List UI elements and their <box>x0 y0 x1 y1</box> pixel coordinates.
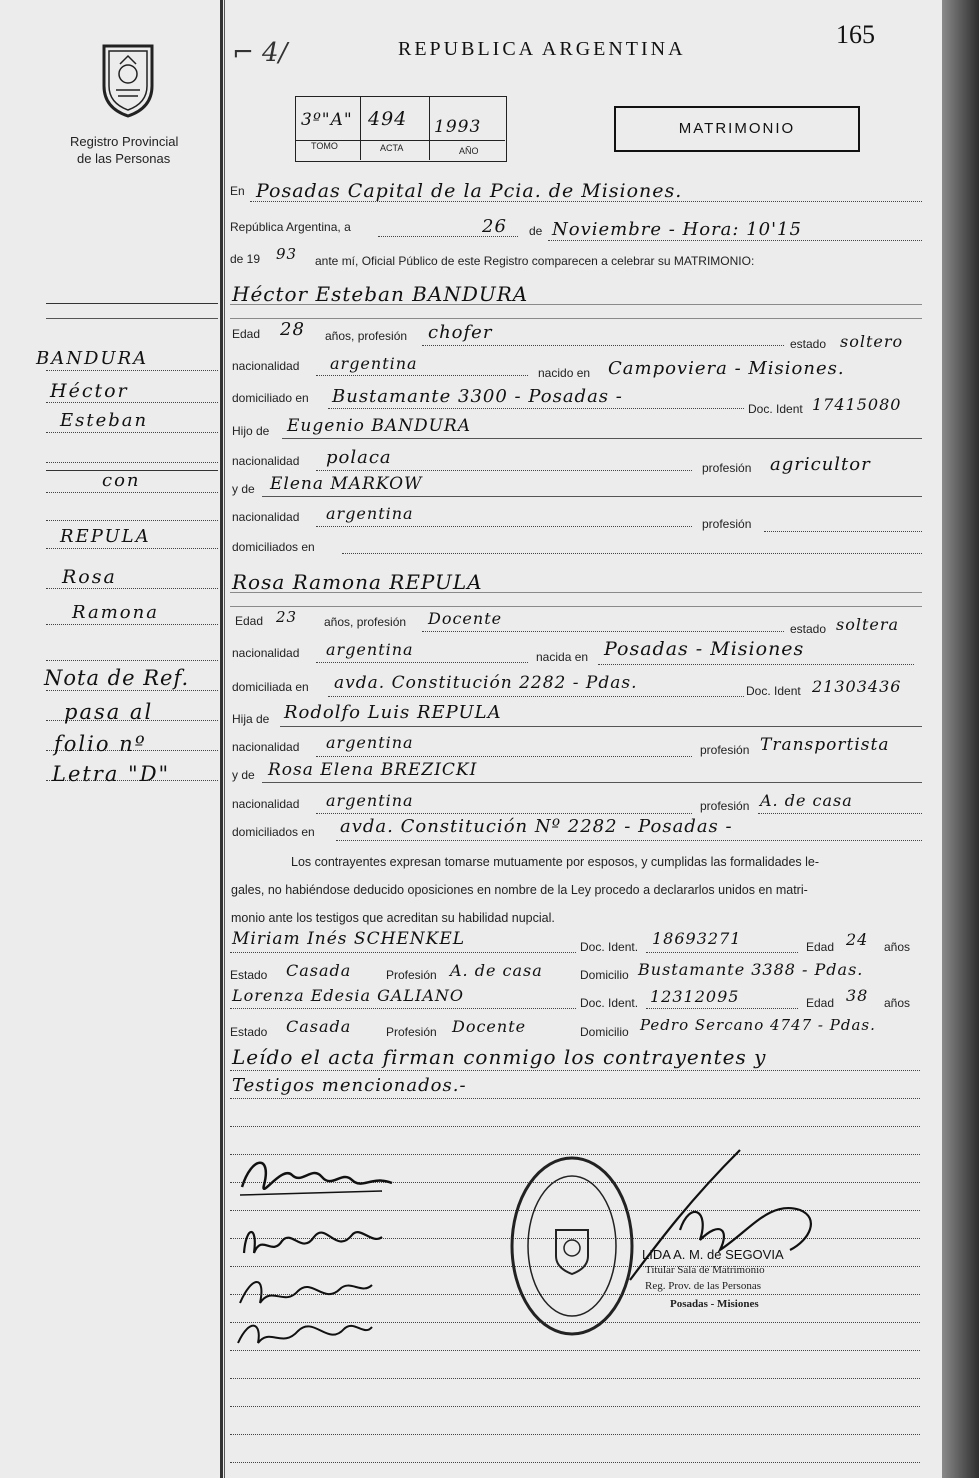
bride-estado-label: estado <box>790 622 827 636</box>
signature-witness-1 <box>240 1282 372 1303</box>
groom-doc: 17415080 <box>812 395 902 414</box>
de-label: de <box>529 224 543 238</box>
margin-groom-first: Héctor <box>50 380 129 402</box>
witness-2-profession: Docente <box>452 1017 527 1036</box>
margin-groom-second: Esteban <box>60 410 149 431</box>
bride-y-de-label: y de <box>232 768 255 782</box>
page-number: 165 <box>836 20 875 49</box>
place-value: Posadas Capital de la Pcia. de Misiones. <box>256 180 683 202</box>
corner-mark: ⌐ 4/ <box>232 38 288 68</box>
groom-mother-line <box>262 496 922 497</box>
document-type: MATRIMONIO <box>678 120 796 137</box>
groom-nationality: argentina <box>330 354 418 373</box>
blank-line <box>230 1434 920 1435</box>
ante-text: ante mí, Oficial Público de este Registro comparecen a celebrar su MATRIMONIO: <box>315 254 755 268</box>
witness-2-estado-label: Estado <box>230 1025 268 1039</box>
bride-age: 23 <box>276 608 298 626</box>
closing-line-1: Leído el acta firman conmigo los contrayentes y <box>232 1045 767 1069</box>
witness-2-name: Lorenza Edesia GALIANO <box>232 986 465 1005</box>
republica-label: República Argentina, a <box>230 220 351 234</box>
witness-2-address: Pedro Sercano 4747 - Pdas. <box>640 1016 876 1034</box>
blank-line <box>230 1406 920 1407</box>
bride-mother-prof-line <box>758 813 922 814</box>
country-heading: REPUBLICA ARGENTINA <box>398 38 686 60</box>
closing-line-2-rule <box>230 1098 920 1099</box>
margin-rule <box>46 318 218 319</box>
ano-value: 1993 <box>434 117 482 137</box>
witness-1-status: Casada <box>286 961 352 980</box>
witness-2-age: 38 <box>846 986 869 1005</box>
groom-doc-label: Doc. Ident <box>748 402 803 416</box>
year-suffix: 93 <box>276 245 298 263</box>
blank-line <box>230 1378 920 1379</box>
margin-rule <box>46 303 218 304</box>
witness-2-doc: 12312095 <box>650 987 740 1006</box>
bride-mother-prof-label: profesión <box>700 799 750 813</box>
bride-mother-profession: A. de casa <box>760 791 853 810</box>
margin-bride-surname: REPULA <box>60 526 151 547</box>
witness-1-age: 24 <box>846 930 869 949</box>
groom-domicilio-label: domiciliado en <box>232 391 309 405</box>
day-value: 26 <box>482 216 507 237</box>
witness-1-address: Bustamante 3388 - Pdas. <box>638 960 864 979</box>
margin-bride-second: Ramona <box>72 602 159 623</box>
groom-nacionalidad-label: nacionalidad <box>232 359 300 373</box>
official-name: LIDA A. M. de SEGOVIA <box>642 1247 784 1262</box>
bride-father-profession: Transportista <box>760 735 890 755</box>
witness-1-anos-label: años <box>884 940 911 954</box>
witness-2-doc-line <box>646 1008 798 1009</box>
witness-1-name: Miriam Inés SCHENKEL <box>232 929 466 949</box>
page-edge-shadow <box>942 0 979 1478</box>
bride-mother: Rosa Elena BREZICKI <box>268 760 478 780</box>
body-line-2: gales, no habiéndose deducido oposiciones en nombre de la Ley procedo a declararlos unidos en matri- <box>231 883 808 897</box>
tomo-label: TOMO <box>311 141 338 151</box>
bride-hija-label: Hija de <box>232 712 270 726</box>
witness-1-doc-line <box>646 952 798 953</box>
witness-2-name-line <box>230 1008 576 1009</box>
bride-father-nat-label: nacionalidad <box>232 740 300 754</box>
margin-line <box>46 588 218 589</box>
groom-mother-prof-label: profesión <box>702 517 752 531</box>
margin-line <box>46 624 218 625</box>
signature-bride <box>244 1232 382 1253</box>
tomo-value: 3º"A" <box>301 110 353 130</box>
body-line-3: monio ante los testigos que acreditan su habilidad nupcial. <box>231 911 555 925</box>
groom-father-prof-label: profesión <box>702 461 752 475</box>
signature-witness-2 <box>238 1326 372 1343</box>
groom-address: Bustamante 3300 - Posadas - <box>332 386 623 407</box>
margin-divider <box>220 0 223 1478</box>
blank-line <box>230 1126 920 1127</box>
witness-2-doc-label: Doc. Ident. <box>580 996 639 1010</box>
body-line-1: Los contrayentes expresan tomarse mutuamente por esposos, y cumplidas las formalidades le- <box>291 855 820 869</box>
official-registry: Reg. Prov. de las Personas <box>645 1280 761 1292</box>
groom-profession-line <box>422 345 784 346</box>
margin-line <box>46 520 218 521</box>
margin-line <box>46 462 218 463</box>
month-time-value: Noviembre - Hora: 10'15 <box>552 219 802 240</box>
bride-mother-nat-label: nacionalidad <box>232 797 300 811</box>
bride-address: avda. Constitución 2282 - Pdas. <box>334 673 638 693</box>
witness-2-status: Casada <box>286 1017 352 1036</box>
witness-2-profesion-label: Profesión <box>386 1025 437 1039</box>
margin-bride-first: Rosa <box>62 566 117 588</box>
groom-hijo-label: Hijo de <box>232 424 270 438</box>
witness-1-doc: 18693271 <box>652 929 742 948</box>
margin-note-3: folio nº <box>54 732 147 756</box>
groom-nacido-label: nacido en <box>538 366 591 380</box>
bride-mother-line <box>262 782 922 783</box>
groom-name-rule <box>230 318 922 319</box>
margin-divider-inner <box>224 0 225 1478</box>
margin-note-2: pasa al <box>64 700 154 724</box>
record-box-divider <box>429 96 430 160</box>
province-seal-icon <box>96 42 160 118</box>
groom-address-line <box>328 408 744 409</box>
official-city: Posadas - Misiones <box>670 1298 759 1310</box>
groom-birthplace: Campoviera - Misiones. <box>608 358 845 379</box>
witness-1-doc-label: Doc. Ident. <box>580 940 639 954</box>
bride-parents-address: avda. Constitución Nº 2282 - Posadas - <box>340 816 733 837</box>
witness-2-anos-label: años <box>884 996 911 1010</box>
bride-doc: 21303436 <box>812 677 902 696</box>
bride-birthplace: Posadas - Misiones <box>604 638 805 660</box>
en-label: En <box>230 184 245 198</box>
bride-doc-label: Doc. Ident <box>746 684 801 698</box>
bride-nationality-line <box>316 662 528 663</box>
bride-father-nat-line <box>316 756 692 757</box>
bride-nationality: argentina <box>326 640 414 659</box>
record-box-divider <box>360 96 361 160</box>
bride-edad-label: Edad <box>235 614 264 628</box>
groom-edad-label: Edad <box>232 327 261 341</box>
acta-value: 494 <box>368 108 408 130</box>
witness-1-name-line <box>230 952 576 953</box>
groom-father-nat-label: nacionalidad <box>232 454 300 468</box>
groom-mother-nat-line <box>316 526 692 527</box>
groom-estado-label: estado <box>790 337 827 351</box>
bride-father-nationality: argentina <box>326 733 414 752</box>
bride-domicilio-label: domiciliada en <box>232 680 309 694</box>
margin-line <box>46 402 218 403</box>
groom-name: Héctor Esteban BANDURA <box>232 282 529 306</box>
registry-name-line1: Registro Provincial <box>70 134 179 149</box>
groom-mother-prof-line <box>764 531 922 532</box>
bride-name-rule <box>230 606 922 607</box>
witness-1-edad-label: Edad <box>806 940 835 954</box>
margin-line <box>46 492 218 493</box>
margin-line <box>46 660 218 661</box>
witness-1-profession: A. de casa <box>450 961 543 980</box>
bride-profesion-label: años, profesión <box>324 615 407 629</box>
groom-status: soltero <box>840 332 904 351</box>
bride-parents-dom-label: domiciliados en <box>232 825 315 839</box>
signatures-group <box>232 1145 412 1360</box>
bride-profession: Docente <box>428 609 503 628</box>
official-title: Titular Sala de Matrimonio <box>645 1264 765 1276</box>
registry-name-line2: de las Personas <box>77 151 171 166</box>
bride-address-line <box>328 696 744 697</box>
bride-parents-address-line <box>336 840 922 841</box>
groom-profesion-label: años, profesión <box>325 329 408 343</box>
groom-y-de-label: y de <box>232 482 255 496</box>
bride-status: soltera <box>836 615 900 634</box>
bride-name: Rosa Ramona REPULA <box>232 570 483 594</box>
bride-profession-line <box>422 631 784 632</box>
groom-father-nationality: polaca <box>326 447 392 468</box>
bride-father-prof-label: profesión <box>700 743 750 757</box>
bride-mother-nat-line <box>316 813 692 814</box>
month-line <box>548 240 922 241</box>
bride-mother-nationality: argentina <box>326 791 414 810</box>
signature-groom <box>242 1163 392 1189</box>
groom-nationality-line <box>316 375 528 376</box>
margin-note-1: Nota de Ref. <box>44 666 190 690</box>
groom-mother-nat-label: nacionalidad <box>232 510 300 524</box>
margin-line <box>46 370 218 371</box>
bride-birthplace-line <box>598 664 914 665</box>
bride-father: Rodolfo Luis REPULA <box>284 702 502 723</box>
blank-line <box>230 1462 920 1463</box>
groom-age: 28 <box>280 319 305 340</box>
witness-1-profesion-label: Profesión <box>386 968 437 982</box>
closing-line-1-rule <box>230 1070 920 1071</box>
margin-note-4: Letra "D" <box>52 762 171 786</box>
margin-line <box>46 548 218 549</box>
groom-mother: Elena MARKOW <box>270 474 423 494</box>
groom-parents-address-line <box>342 553 922 554</box>
margin-line <box>46 690 218 691</box>
groom-mother-nationality: argentina <box>326 504 414 523</box>
acta-label: ACTA <box>380 143 404 153</box>
bride-nacida-label: nacida en <box>536 650 589 664</box>
groom-profession: chofer <box>428 322 493 343</box>
margin-line <box>46 432 218 433</box>
closing-line-2: Testigos mencionados.- <box>232 1075 467 1096</box>
witness-2-domicilio-label: Domicilio <box>580 1025 629 1039</box>
witness-1-estado-label: Estado <box>230 968 268 982</box>
groom-father-profession: agricultor <box>770 454 871 475</box>
bride-father-line <box>280 726 922 727</box>
witness-1-domicilio-label: Domicilio <box>580 968 629 982</box>
groom-parents-dom-label: domiciliados en <box>232 540 315 554</box>
official-stamp-icon <box>506 1150 638 1342</box>
margin-groom-surname: BANDURA <box>36 348 149 369</box>
witness-2-edad-label: Edad <box>806 996 835 1010</box>
groom-father-nat-line <box>316 470 692 471</box>
bride-nacionalidad-label: nacionalidad <box>232 646 300 660</box>
margin-con: con <box>102 470 141 491</box>
groom-father-line <box>282 438 922 439</box>
ano-label: AÑO <box>459 146 479 156</box>
groom-father: Eugenio BANDURA <box>287 416 472 436</box>
de-year-label: de 19 <box>230 252 261 266</box>
